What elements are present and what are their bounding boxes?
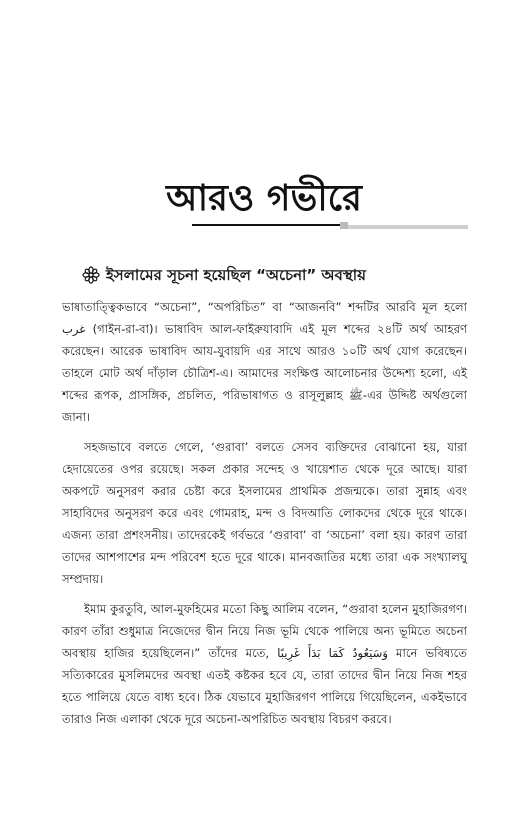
section-heading	[82, 265, 502, 285]
body-text	[62, 296, 467, 738]
flower-ornament-icon	[82, 266, 100, 284]
paragraph-1	[62, 296, 467, 428]
arabic-root-word: غرب	[62, 322, 86, 336]
chapter-title: আরও গভীরে	[166, 178, 362, 219]
paragraph-2: সহজভাবে বলতে গেলে, ‘গুরাবা’ বলতে সেসব ব্যক্তিদের বোঝানো হয়, যারা হেদায়েতের ওপর রয়েছে। সকল প্রকার সন্দেহ ও খায়েশাত থেকে দূরে আছে। যারা অকপটে অনুসরণ করার চেষ্টা করে ইসলামের প্রাথমিক প্রজন্মকে। তারা সুন্নাহ এবং সাহাবিদের অনুসরণ করে এবং গোমরাহ, মন্দ ও বিদআতি লোকদের থেকে দূরে থাকে। এজন্য তারা প্রশংসনীয়। তাদেরকেই গর্বভরে ‘গুরাবা’ বা ‘অচেনা’ বলা হয়। কারণ তারা তাদের আশপাশের মন্দ পরিবেশ হতে দূরে থাকে। মানবজাতির মধ্যে তারা এক সংখ্যালঘু সম্প্রদায়।	[62, 440, 467, 586]
title-decorative-bar	[348, 225, 468, 229]
paragraph-1-text-b: (গাইন-রা-বা)। ভাষাবিদ আল-ফাইরুযাবাদি এই মূল শব্দের ২৪টি অর্থ আহরণ করেছেন। আরেক ভাষাবিদ আয-যুবায়দি এর সাথে আরও ১০টি অর্থ যোগ করেছেন। তাহলে মোট অর্থ দাঁড়াল চৌত্রিশ-এ। আমাদের সংক্ষিপ্ত আলোচনার উদ্দেশ্য হলো, এই শব্দের রূপক, প্রাসঙ্গিক, প্রচলিত, পরিভাষাগত ও রাসূলুল্লাহ ﷺ-এর উদ্দিষ্ট অর্থগুলো জানা।	[62, 322, 467, 424]
section-heading-text: ইসলামের সূচনা হয়েছিল “অচেনা” অবস্থায়	[106, 266, 366, 284]
arabic-hadith-phrase: وَسَيَعُودُ كَمَا بَدَأَ غَرِيبًا	[277, 646, 388, 660]
title-underline-accent	[340, 222, 348, 229]
paragraph-3-text-a: ইমাম কুরতুবি, আল-মুফহিমের মতো কিছু আলিম বলেন, “গুরাবা হলেন মুহাজিরগণ। কারণ তাঁরা শুধুমাত্র নিজেদের দ্বীন নিয়ে নিজ ভূমি থেকে পালিয়ে অন্য ভূমিতে অচেনা অবস্থায় হাজির হয়েছিলেন।” তাঁদের মতে,	[62, 602, 467, 660]
paragraph-3	[62, 598, 467, 730]
paragraph-3-text-b: মানে ভবিষ্যতে সত্যিকারের মুসলিমদের অবস্থা এতই কষ্টকর হবে যে, তারা তাদের দ্বীন নিয়ে নিজ শহর হতে পালিয়ে যেতে বাধ্য হবে। ঠিক যেভাবে মুহাজিরগণ পালিয়ে গিয়েছিলেন, একইভাবে তারাও নিজ এলাকা থেকে দূরে অচেনা-অপরিচিত অবস্থায় বিচরণ করবে।	[62, 646, 468, 726]
paragraph-1-text-a: ভাষাতাত্ত্বিকভাবে “অচেনা”, “অপরিচিত” বা “আজনবি” শব্দটির আরবি মূল হলো	[62, 300, 467, 314]
title-underline	[192, 224, 340, 226]
